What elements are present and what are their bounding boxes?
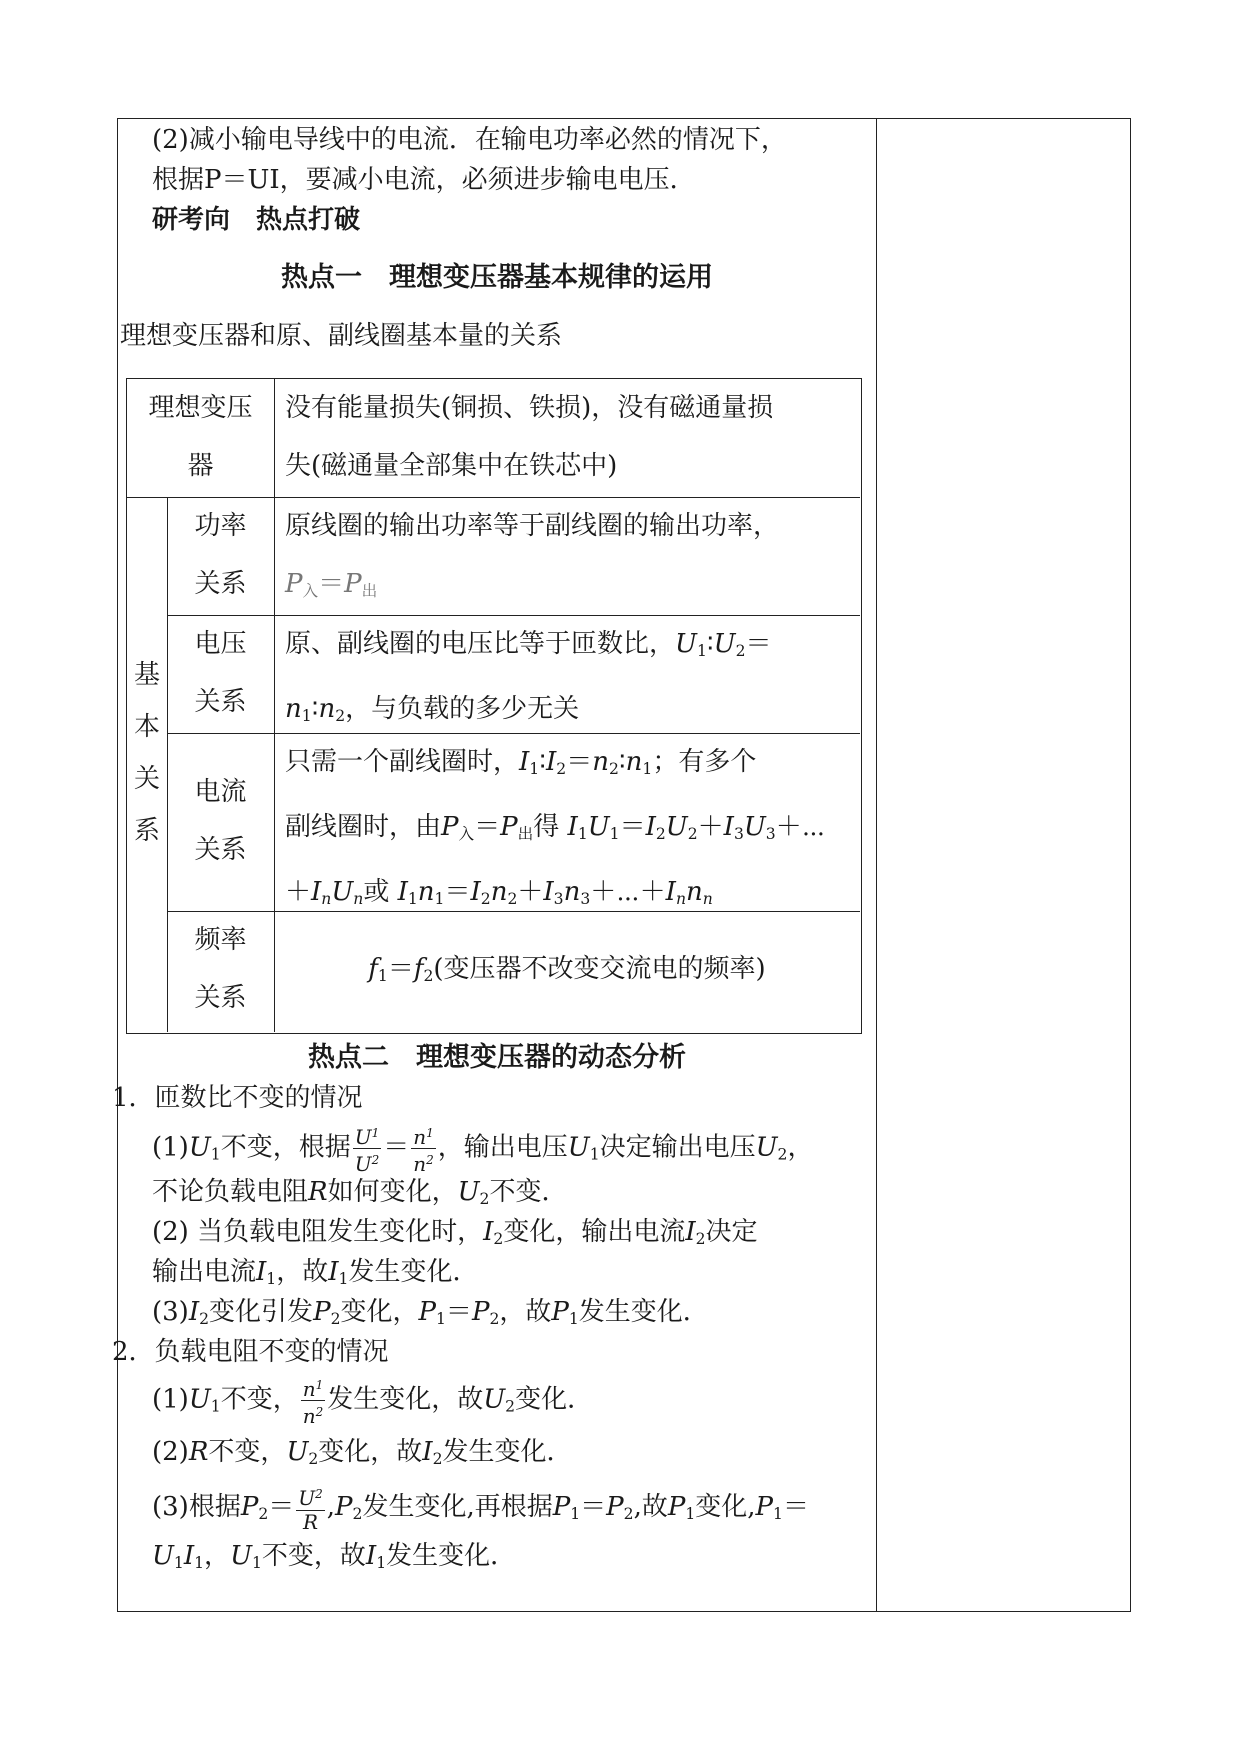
current-text-3b: 或 xyxy=(363,876,390,907)
case1-item1-b: 不变，根据 xyxy=(220,1132,351,1163)
case1-item3-c: 变化， xyxy=(340,1297,419,1327)
hotspot2-title: 热点二 理想变压器的动态分析 xyxy=(308,1042,686,1073)
case2-item3-line2: $U_1I_1$，$U_1$不变，故$I_1$发生变化． xyxy=(152,1541,517,1572)
p-out: P xyxy=(344,569,362,599)
current-text-1b: ；有多个 xyxy=(652,747,757,777)
case2-item1-a: (1) xyxy=(152,1384,189,1415)
p-out-sub: 出 xyxy=(361,581,378,600)
relations-table xyxy=(126,378,862,1034)
ideal-label-line-2: 器 xyxy=(187,451,214,481)
case1-item1-line1: $(1)U_1$不变，根据 $\frac{U^1}{U^2}$ ＝ $\frac{n^1}{n^2}$ ，输出电压$U_1$决定输出电压$U_2$， xyxy=(152,1122,813,1180)
section-title: 研考向 热点打破 xyxy=(152,205,361,235)
power-label xyxy=(167,497,274,613)
case2-item2-d: 发生变化． xyxy=(442,1437,573,1467)
power-formula xyxy=(285,555,860,620)
hotspot1-title: 热点一 理想变压器基本规律的运用 xyxy=(281,262,713,293)
power-desc-line-1: 原线圈的输出功率等于副线圈的输出功率， xyxy=(285,511,780,541)
case1-item3-d: ，故 xyxy=(499,1297,552,1327)
case2-item2: (2)R不变，$U_2$变化，故$I_2$发生变化． xyxy=(152,1437,573,1468)
fraction-n2: $\frac{n^1}{n^2}$ xyxy=(301,1374,326,1427)
ideal-desc-line-1: 没有能量损失(铜损、铁损)，没有磁通量损 xyxy=(285,393,774,423)
fraction-u2-r: $\frac{U^2}{R}$ xyxy=(296,1483,325,1532)
case1-item1-l2a: 不论负载电阻 xyxy=(152,1177,309,1207)
frequency-text: (变压器不改变交流电的频率) xyxy=(433,954,766,984)
group-label xyxy=(127,649,167,857)
current-label-1: 电流 xyxy=(194,777,247,807)
case2-item3-l2d: 发生变化． xyxy=(386,1541,517,1571)
p-in: P xyxy=(285,569,303,599)
voltage-desc xyxy=(285,615,860,745)
case1-item1-l2b: 如何变化， xyxy=(327,1177,458,1207)
case1-item2-l2b: ，故 xyxy=(276,1257,329,1287)
case2-item1: $(1)U_1$不变， $\frac{n^1}{n^2}$ 发生变化，故$U_2$变化． xyxy=(152,1374,593,1432)
case1-item2-l2a: 输出电流 xyxy=(152,1257,257,1287)
current-desc xyxy=(285,733,860,928)
voltage-label xyxy=(167,615,274,731)
group-label-text: 基本关系 xyxy=(133,660,160,846)
frequency-label xyxy=(167,911,274,1027)
column-divider xyxy=(876,118,877,1612)
current-text-2: 副线圈时，由 xyxy=(285,811,442,842)
table-vline xyxy=(274,379,275,1032)
case1-item2-l2c: 发生变化． xyxy=(348,1257,479,1287)
frequency-label-2: 关系 xyxy=(194,983,247,1013)
case2-item1-c: 发生变化，故 xyxy=(327,1384,484,1415)
ideal-label xyxy=(127,379,274,495)
case1-item2-b: 变化，输出电流 xyxy=(503,1217,686,1247)
case2-title: 2．负载电阻不变的情况 xyxy=(112,1337,389,1367)
case1-item1-l2c: 不变． xyxy=(489,1177,568,1207)
case2-item2-c: 变化，故 xyxy=(318,1437,423,1467)
case2-item1-b: 不变， xyxy=(220,1384,299,1415)
frequency-label-1: 频率 xyxy=(194,925,247,955)
ideal-description xyxy=(285,379,860,495)
p-in-sub: 入 xyxy=(302,581,319,600)
power-label-2: 关系 xyxy=(194,569,247,599)
case2-item3-l2b: ， xyxy=(204,1541,231,1571)
case2-item3-line1: (3)根据$P_2=$ $\frac{U^2}{R}$ $,P_2$发生变化,再根据$P_1=P_2$,故$P_1$变化$,P_1=$ xyxy=(152,1482,809,1539)
case2-item2-b: 不变， xyxy=(208,1437,287,1467)
case2-item3-a: (3)根据 xyxy=(152,1492,241,1522)
fraction-n: $\frac{n^1}{n^2}$ xyxy=(411,1122,436,1175)
case1-item1-c: ，输出电压 xyxy=(437,1132,568,1163)
voltage-desc-line-2: $n_1∶n_2$，与负载的多少无关 xyxy=(285,693,580,725)
current-desc-line-3: $+I_nU_n$或 $I_1n_1=I_2n_2+I_3n_3+\cdots+I_nn_n$ xyxy=(285,876,713,908)
case1-item3-e: 发生变化． xyxy=(578,1297,709,1327)
current-label xyxy=(167,763,274,879)
case1-title: 1．匝数比不变的情况 xyxy=(112,1083,363,1113)
power-label-1: 功率 xyxy=(194,511,247,541)
voltage-label-2: 关系 xyxy=(194,687,247,717)
case2-item3-b: , xyxy=(326,1492,336,1522)
current-desc-line-1: 只需一个副线圈时，$I_1∶I_2=n_2∶n_1$；有多个 xyxy=(285,747,757,778)
eq: ＝ xyxy=(318,569,345,599)
case1-item3-a: (3) xyxy=(152,1297,189,1327)
current-text-1: 只需一个副线圈时， xyxy=(285,747,520,777)
case1-item2-line1: (2) 当负载电阻发生变化时，$I_2$变化，输出电流$I_2$决定 xyxy=(152,1217,758,1248)
ideal-desc-line-2: 失(磁通量全部集中在铁芯中) xyxy=(285,451,618,481)
hotspot1-subtitle: 理想变压器和原、副线圈基本量的关系 xyxy=(120,321,563,351)
case2-item1-d: 变化． xyxy=(515,1384,594,1415)
voltage-desc-line-1: 原、副线圈的电压比等于匝数比，$U_1∶U_2=$ xyxy=(285,629,772,660)
case1-item2-c: 决定 xyxy=(705,1217,758,1247)
ideal-label-line-1: 理想变压 xyxy=(148,393,253,423)
voltage-text-1: 原、副线圈的电压比等于匝数比， xyxy=(285,629,676,659)
case2-item3-c: 发生变化,再根据 xyxy=(362,1492,553,1522)
intro-line-2: 根据P＝UI，要减小电流，必须进步输电电压． xyxy=(152,165,696,195)
case1-item2-line2: 输出电流$I_1$，故$I_1$发生变化． xyxy=(152,1257,479,1288)
intro-line-1: (2)减小输电导线中的电流．在输电功率必然的情况下， xyxy=(152,125,787,155)
current-desc-line-2: 副线圈时，由$P_入=P_出$得 $I_1U_1=I_2U_2+I_3U_3+\cdots$ xyxy=(285,811,826,843)
case1-item3: $(3)I_2$变化引发$P_2$变化，$P_1=P_2$，故$P_1$发生变化． xyxy=(152,1297,709,1328)
frequency-desc: $f_1=f_2$(变压器不改变交流电的频率) xyxy=(368,954,766,985)
current-text-2b: 得 xyxy=(533,811,560,842)
case2-item3-d: ,故 xyxy=(633,1492,668,1522)
case1-item3-b: 变化引发 xyxy=(209,1297,314,1327)
case1-item1-d: 决定输出电压 xyxy=(599,1132,756,1163)
case1-item1-a: (1) xyxy=(152,1132,189,1163)
case2-item3-l2c: 不变，故 xyxy=(261,1541,366,1571)
current-label-2: 关系 xyxy=(194,835,247,865)
case1-item2-a: (2) 当负载电阻发生变化时， xyxy=(152,1217,484,1247)
main-column xyxy=(112,118,876,1612)
voltage-label-1: 电压 xyxy=(194,629,247,659)
case1-item1-line2: 不论负载电阻R如何变化，$U_2$不变． xyxy=(152,1177,568,1208)
case2-item3-e: 变化, xyxy=(695,1492,756,1522)
power-desc xyxy=(285,497,860,620)
fraction-u: $\frac{U^1}{U^2}$ xyxy=(353,1122,382,1175)
voltage-text-2: ，与负载的多少无关 xyxy=(345,693,580,724)
case2-item2-a: (2) xyxy=(152,1437,189,1467)
